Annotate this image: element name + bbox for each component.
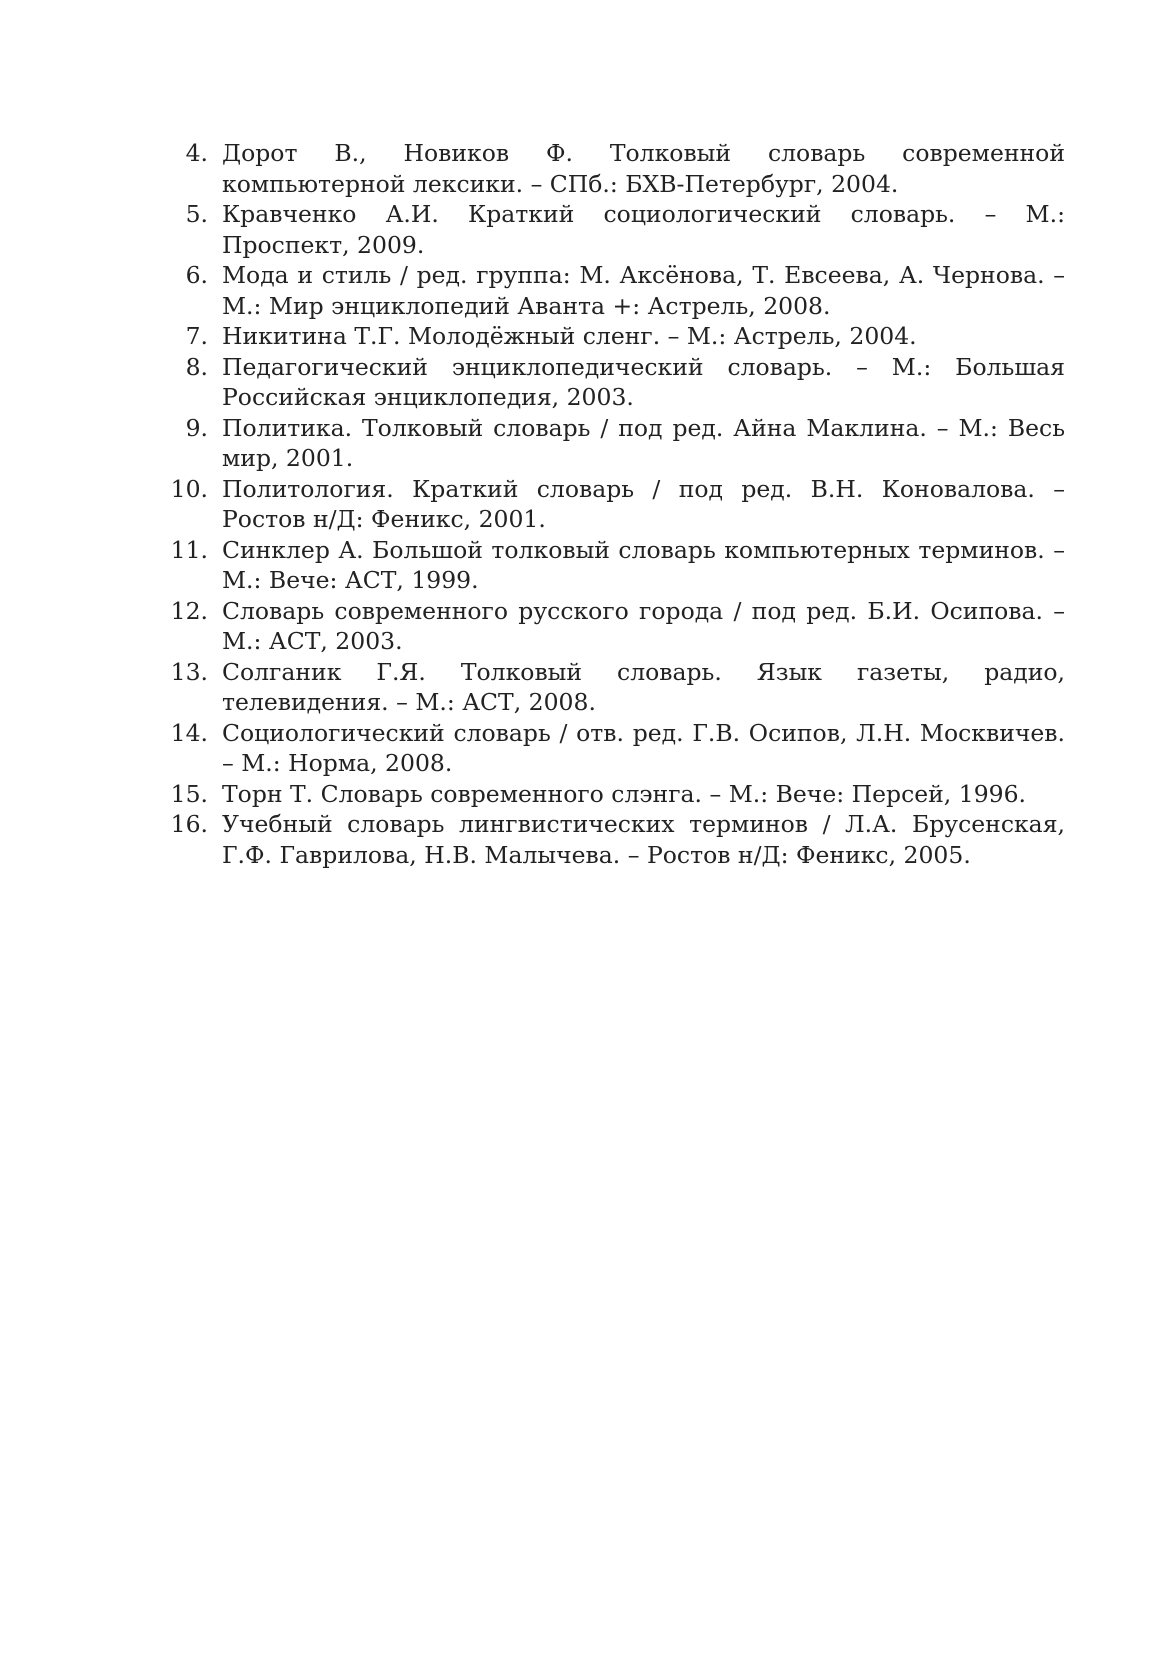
reference-number: 14. bbox=[170, 718, 208, 747]
reference-text: Никитина Т.Г. Молодёжный сленг. – М.: Астрель, 2004. bbox=[222, 322, 917, 350]
reference-number: 5. bbox=[185, 200, 208, 228]
reference-number: 8. bbox=[185, 352, 208, 381]
reference-text: Социологический словарь / отв. ред. Г.В. Осипов, Л.Н. Москвичев. – М.: Норма, 2008. bbox=[222, 718, 1065, 777]
reference-item bbox=[168, 718, 1065, 779]
reference-number: 6. bbox=[185, 261, 208, 289]
reference-text: Политика. Толковый словарь / под ред. Айна Маклина. – М.: Весь мир, 2001. bbox=[222, 413, 1065, 472]
reference-number: 12. bbox=[170, 596, 208, 625]
reference-text: Мода и стиль / ред. группа: М. Аксёнова, Т. Евсеева, А. Чернова. – М.: Мир энциклопедий Аванта +: Астрель, 2008. bbox=[222, 261, 1065, 320]
reference-item bbox=[168, 779, 1065, 810]
reference-number: 16. bbox=[170, 810, 208, 838]
reference-number: 10. bbox=[170, 474, 208, 503]
reference-item bbox=[168, 138, 1065, 199]
reference-text: Словарь современного русского города / под ред. Б.И. Осипова. – М.: АСТ, 2003. bbox=[222, 596, 1065, 655]
reference-number: 13. bbox=[170, 657, 208, 686]
reference-text: Солганик Г.Я. Толковый словарь. Язык газеты, радио, телевидения. – М.: АСТ, 2008. bbox=[222, 657, 1065, 716]
reference-number: 15. bbox=[170, 779, 208, 808]
reference-number: 11. bbox=[170, 535, 208, 564]
reference-item bbox=[168, 413, 1065, 474]
reference-text: Кравченко А.И. Краткий социологический словарь. – М.: Проспект, 2009. bbox=[222, 200, 1065, 259]
reference-item bbox=[168, 809, 1065, 870]
reference-text: Торн Т. Словарь современного слэнга. – М.: Вече: Персей, 1996. bbox=[222, 779, 1027, 808]
reference-item bbox=[168, 321, 1065, 352]
reference-text: Учебный словарь лингвистических терминов / Л.А. Брусенская, Г.Ф. Гаврилова, Н.В. Малычева. – Ростов н/Д: Феникс, 2005. bbox=[222, 810, 1065, 869]
reference-text: Политология. Краткий словарь / под ред. В.Н. Коновалова. – Ростов н/Д: Феникс, 2001. bbox=[222, 474, 1065, 533]
reference-text: Педагогический энциклопедический словарь. – М.: Большая Российская энциклопедия, 2003. bbox=[222, 352, 1065, 411]
reference-text: Синклер А. Большой толковый словарь компьютерных терминов. – М.: Вече: АСТ, 1999. bbox=[222, 535, 1065, 594]
reference-item bbox=[168, 199, 1065, 260]
reference-item bbox=[168, 535, 1065, 596]
reference-item bbox=[168, 474, 1065, 535]
reference-item bbox=[168, 352, 1065, 413]
reference-number: 9. bbox=[185, 413, 208, 442]
reference-item bbox=[168, 596, 1065, 657]
reference-item bbox=[168, 260, 1065, 321]
reference-list bbox=[168, 138, 1065, 870]
reference-number: 7. bbox=[185, 322, 208, 350]
reference-item bbox=[168, 657, 1065, 718]
reference-number: 4. bbox=[185, 139, 208, 167]
reference-text: Дорот В., Новиков Ф. Толковый словарь современной компьютерной лексики. – СПб.: БХВ-Петербург, 2004. bbox=[222, 139, 1065, 198]
